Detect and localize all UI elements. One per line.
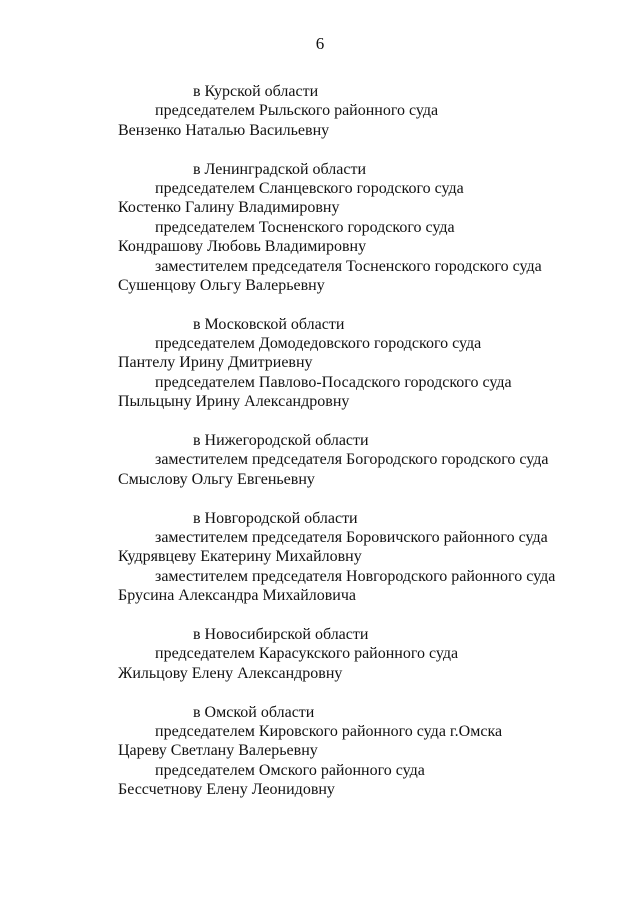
region-title: в Новгородской области (193, 509, 358, 527)
position-text: председателем Сланцевского городского суда (155, 179, 464, 197)
region-omsk (0, 703, 640, 800)
region-title: в Московской области (193, 315, 345, 333)
region-kursk (0, 82, 640, 140)
region-leningrad (0, 160, 640, 296)
position-text: председателем Павлово-Посадского городского суда (155, 373, 512, 391)
appointments-list (0, 82, 640, 799)
region-title: в Нижегородской области (193, 432, 369, 450)
person-name: Кудрявцеву Екатерину Михайловну (118, 548, 362, 566)
position-text: заместителем председателя Тосненского городского суда (155, 257, 542, 275)
region-novosibirsk (0, 625, 640, 683)
region-title: в Новосибирской области (193, 625, 369, 643)
position-text: заместителем председателя Боровичского районного суда (155, 528, 548, 546)
position-text: председателем Омского районного суда (155, 761, 425, 779)
region-nizhny-novgorod (0, 431, 640, 489)
person-name: Цареву Светлану Валерьевну (118, 742, 318, 760)
person-name: Пантелу Ирину Дмитриевну (118, 354, 313, 372)
person-name: Пыльцыну Ирину Александровну (118, 393, 350, 411)
position-text: председателем Домодедовского городского суда (155, 335, 482, 353)
position-text: председателем Кировского районного суда г.Омска (155, 722, 503, 740)
position-text: заместителем председателя Богородского городского суда (155, 451, 549, 469)
person-name: Костенко Галину Владимировну (118, 199, 340, 217)
region-title: в Ленинградской области (193, 160, 366, 178)
person-name: Бессчетнову Елену Леонидовну (118, 781, 335, 799)
region-title: в Омской области (193, 703, 315, 721)
person-name: Кондрашову Любовь Владимировну (118, 238, 367, 256)
position-text: председателем Карасукского районного суда (155, 645, 459, 663)
person-name: Сушенцову Ольгу Валерьевну (118, 276, 325, 294)
person-name: Смыслову Ольгу Евгеньевну (118, 470, 315, 488)
region-moscow (0, 315, 640, 412)
position-text: председателем Тосненского городского суда (155, 218, 455, 236)
person-name: Вензенко Наталью Васильевну (118, 121, 330, 139)
region-title: в Курской области (193, 83, 319, 100)
region-novgorod (0, 509, 640, 606)
position-text: председателем Рыльского районного суда (155, 102, 439, 120)
person-name: Жильцову Елену Александровну (118, 664, 343, 682)
page-number: 6 (315, 34, 325, 53)
position-text: заместителем председателя Новгородского районного суда (155, 567, 556, 585)
person-name: Брусина Александра Михайловича (118, 587, 357, 605)
